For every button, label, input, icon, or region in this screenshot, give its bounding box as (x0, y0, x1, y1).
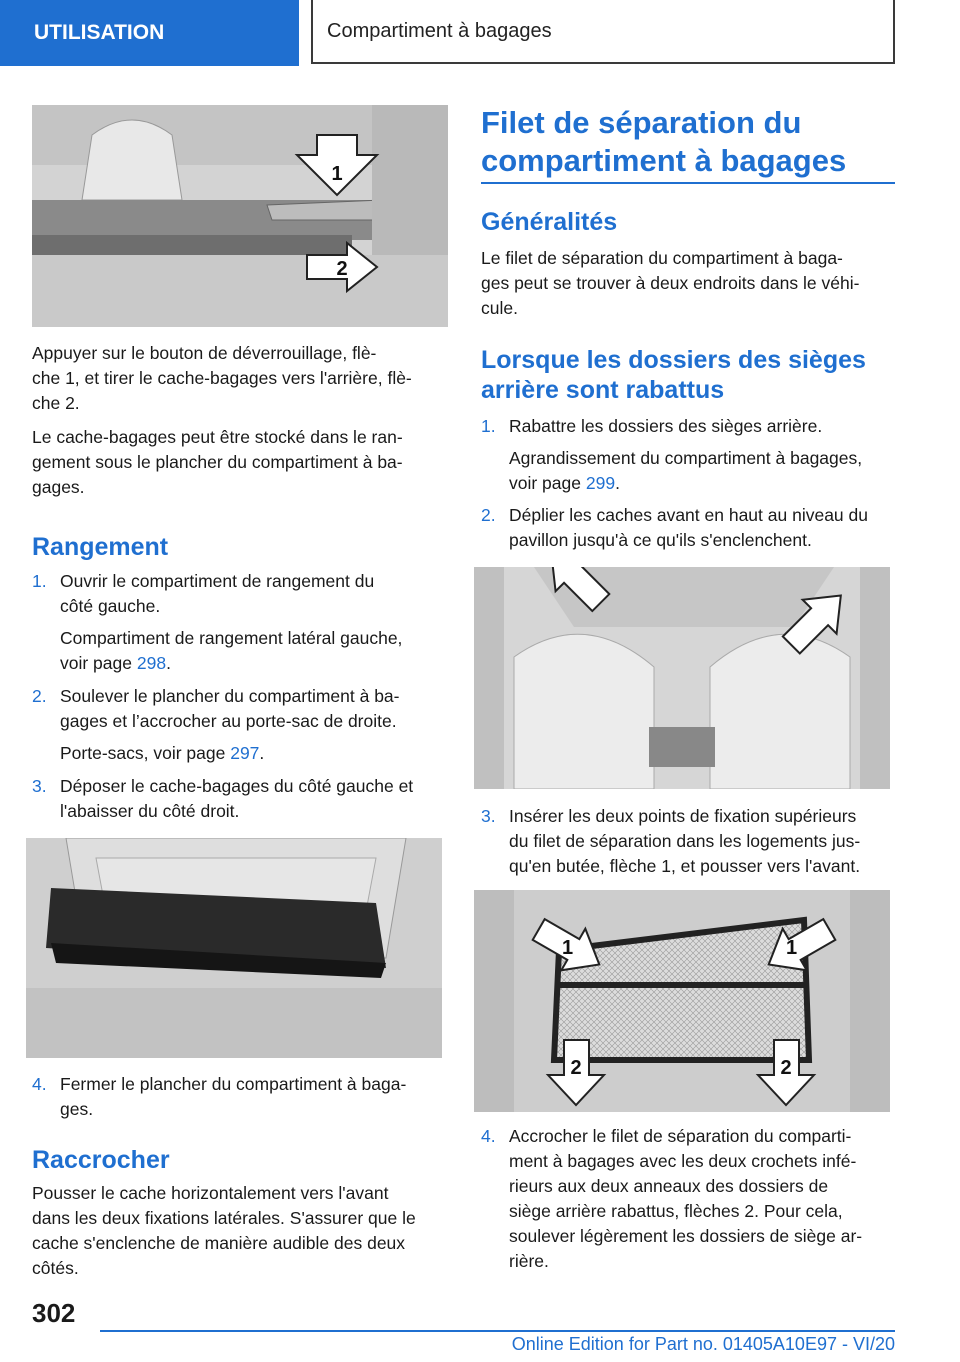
figure-label-1: 1 (331, 163, 343, 185)
figure-cargo-cover-release (32, 105, 448, 327)
page-header (0, 0, 960, 68)
list-item: 2. Soulever le plancher du compartiment à ba- gages et l’accrocher au porte-sac de droite. (32, 686, 400, 731)
page-link-299[interactable]: 299 (585, 473, 616, 493)
figure-label-2: 2 (780, 1057, 792, 1079)
list-item: Agrandissement du compartiment à bagages, voir page 299. (509, 448, 863, 493)
list-item: 3. Déposer le cache-bagages du côté gauche et l'abaisser du côté droit. (32, 776, 414, 821)
paragraph: Pousser le cache horizontalement vers l'avant dans les deux fixations latérales. S'assurer que le cache s'enclenche de manière audible des deux côtés. (32, 1183, 416, 1278)
page-link-298[interactable]: 298 (136, 653, 167, 673)
chapter-title: Compartiment à bagages (327, 20, 552, 42)
heading-raccrocher: Raccrocher (32, 1146, 170, 1174)
footer-edition: Online Edition for Part no. 01405A10E97 - VI/20 (511, 1334, 895, 1354)
paragraph: Le cache-bagages peut être stocké dans le ran- gement sous le plancher du compartiment à ba- gages. (32, 427, 403, 497)
heading-rule (481, 182, 895, 184)
figure-net-installation (474, 890, 890, 1112)
list-item: Compartiment de rangement latéral gauche, voir page 298. (60, 628, 403, 673)
figure-roof-covers (474, 567, 890, 789)
list-item: 1. Rabattre les dossiers des sièges arrière. (481, 416, 823, 436)
chapter-tab[interactable] (311, 0, 895, 64)
list-item: 1. Ouvrir le compartiment de rangement du côté gauche. (32, 571, 375, 616)
heading-lorsque: Lorsque les dossiers des sièges arrière sont rabattus (481, 346, 866, 404)
figure-label-2: 2 (570, 1057, 582, 1079)
list-item: 4. Accrocher le filet de séparation du comparti- ment à bagages avec les deux crochets infé- rieurs aux deux anneaux des dossiers de siège arrière rabattus, flèches 2. Pour cela, soulever légèrement les dossiers de siège ar- rière. (481, 1126, 863, 1271)
page-link-297[interactable]: 297 (230, 743, 260, 763)
paragraph: Appuyer sur le bouton de déverrouillage, flè- che 1, et tirer le cache-bagages vers l'arrière, flè- che 2. (32, 343, 412, 413)
heading-generalites: Généralités (481, 208, 618, 236)
list-item: 3. Insérer les deux points de fixation supérieurs du filet de séparation dans les logements jus- qu'en butée, flèche 1, et pousser vers l'avant. (481, 806, 861, 876)
section-tab[interactable]: UTILISATION (0, 0, 299, 66)
figure-label-1: 1 (562, 937, 574, 959)
list-item: Porte-sacs, voir page 297. (60, 743, 265, 763)
heading-filet: Filet de séparation du compartiment à bagages (481, 105, 847, 178)
paragraph: Le filet de séparation du compartiment à baga- ges peut se trouver à deux endroits dans le véhi- cule. (481, 248, 860, 318)
list-item: 4. Fermer le plancher du compartiment à baga- ges. (32, 1074, 407, 1119)
list-item: 2. Déplier les caches avant en haut au niveau du pavillon jusqu'à ce qu'ils s'enclenchent. (481, 505, 868, 550)
figure-label-1: 1 (786, 937, 798, 959)
page-number: 302 (32, 1298, 76, 1328)
figure-cargo-cover-storage (26, 838, 442, 1058)
footer-rule (100, 1330, 895, 1332)
figure-label-2: 2 (336, 258, 348, 280)
left-intro-text (32, 341, 448, 500)
heading-rangement: Rangement (32, 533, 169, 561)
